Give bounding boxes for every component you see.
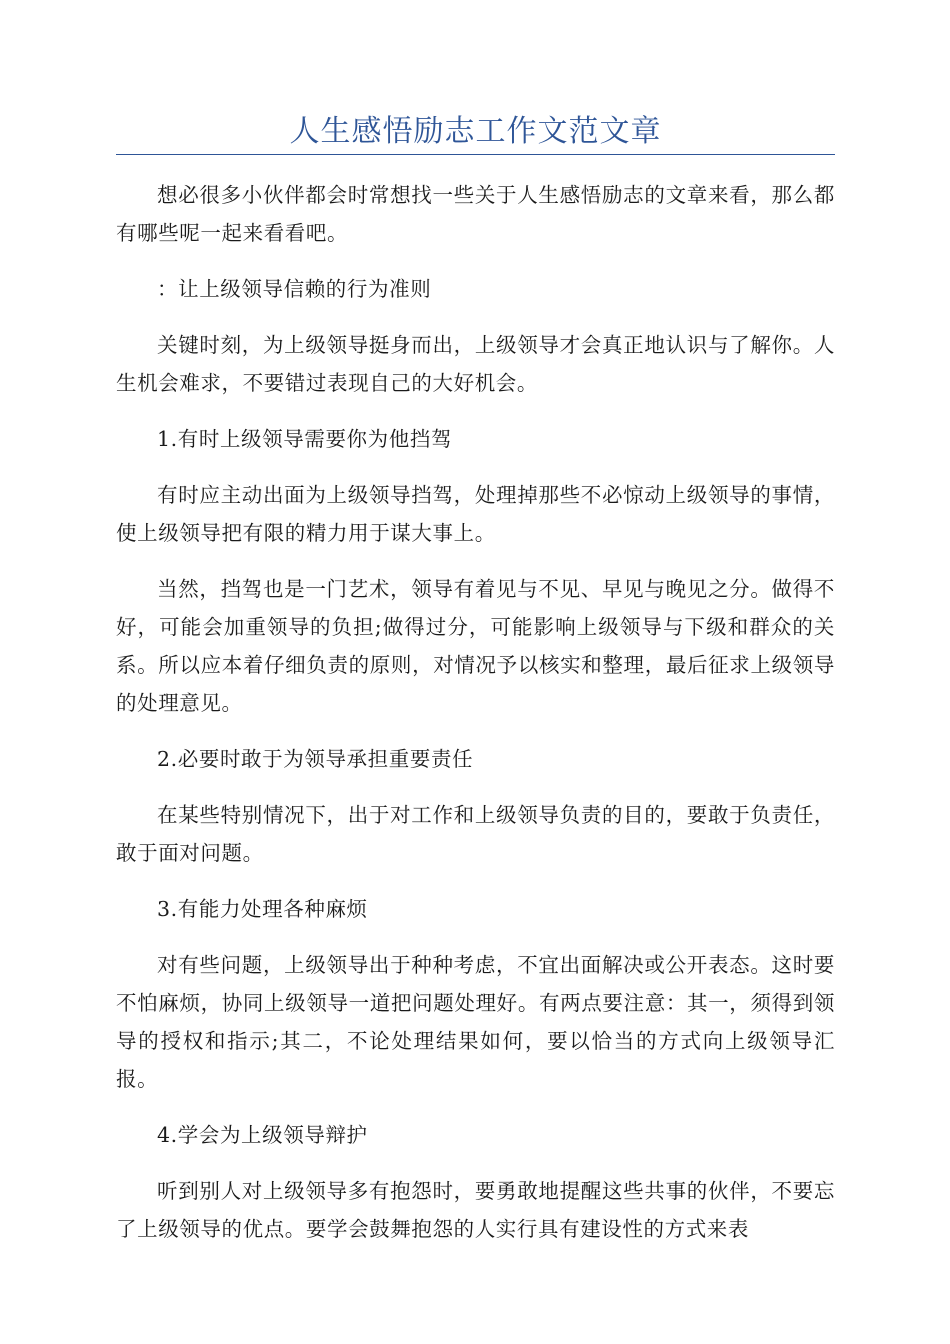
numbered-heading-3: 3.有能力处理各种麻烦	[157, 897, 368, 921]
body-paragraph: 当然，挡驾也是一门艺术，领导有着见与不见、早见与晚见之分。做得不好，可能会加重领导的负担;做得过分，可能影响上级领导与下级和群众的关系。所以应本着仔细负责的原则，对情况予以核实和整理，最后征求上级领导的处理意见。	[116, 577, 835, 715]
numbered-heading-1: 1.有时上级领导需要你为他挡驾	[157, 427, 453, 451]
section-heading: ：让上级领导信赖的行为准则	[157, 277, 432, 301]
body-paragraph: 听到别人对上级领导多有抱怨时，要勇敢地提醒这些共事的伙伴，不要忘了上级领导的优点。要学会鼓舞抱怨的人实行具有建设性的方式来表	[116, 1179, 835, 1241]
body-paragraph: 对有些问题，上级领导出于种种考虑，不宜出面解决或公开表态。这时要不怕麻烦，协同上级领导一道把问题处理好。有两点要注意：其一，须得到领导的授权和指示;其二，不论处理结果如何，要以恰当的方式向上级领导汇报。	[116, 953, 835, 1091]
intro-paragraph: 想必很多小伙伴都会时常想找一些关于人生感悟励志的文章来看，那么都有哪些呢一起来看看吧。	[116, 183, 835, 245]
body-paragraph: 在某些特别情况下，出于对工作和上级领导负责的目的，要敢于负责任，敢于面对问题。	[116, 803, 835, 865]
body-paragraph: 关键时刻，为上级领导挺身而出，上级领导才会真正地认识与了解你。人生机会难求，不要错过表现自己的大好机会。	[116, 333, 835, 395]
body-paragraph: 有时应主动出面为上级领导挡驾，处理掉那些不必惊动上级领导的事情，使上级领导把有限的精力用于谋大事上。	[116, 483, 835, 545]
numbered-heading-2: 2.必要时敢于为领导承担重要责任	[157, 747, 474, 771]
numbered-heading-4: 4.学会为上级领导辩护	[157, 1123, 368, 1147]
document-title: 人生感悟励志工作文范文章	[289, 114, 662, 149]
document-body	[116, 176, 835, 1266]
title-underline	[116, 154, 835, 155]
